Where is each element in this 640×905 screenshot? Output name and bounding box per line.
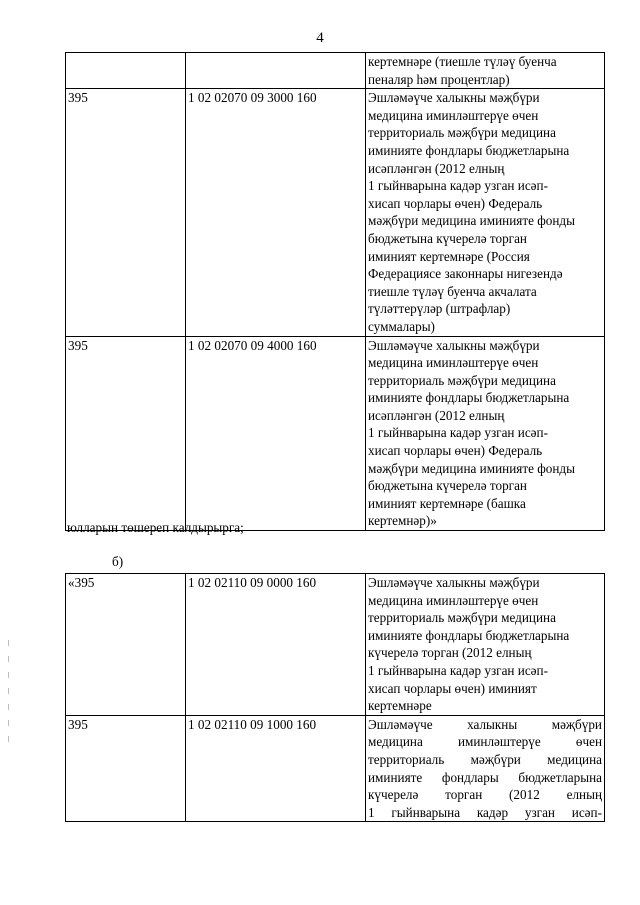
description-line: 1 гыйнварына кадәр узган исәп- bbox=[368, 425, 548, 441]
description-line: Эшләмәүче халыкны мәҗбүри bbox=[368, 716, 602, 732]
description-line: иминият кертемнәре (Россия bbox=[368, 248, 530, 264]
description-line: түләттерүләр (штрафлар) bbox=[368, 301, 511, 317]
description-line: тиешле түләү буенча акчалата bbox=[368, 283, 537, 299]
budget-codes-table-continued bbox=[65, 52, 605, 531]
description-line: пеналяр һәм процентлар) bbox=[368, 71, 510, 87]
kbk-code-cell: 1 02 02110 09 0000 160 bbox=[186, 574, 366, 716]
description-line: бюджетына күчерелә торган bbox=[368, 230, 527, 246]
description-line: иминияте фондлары бюджетларына bbox=[368, 627, 570, 643]
instruction-text: юлларын төшереп калдырырга; bbox=[67, 520, 244, 535]
description-line: медицина иминләштерүе өчен bbox=[368, 734, 602, 750]
description-line: бюджетына күчерелә торган bbox=[368, 478, 527, 494]
description-line: 1 гыйнварына кадәр узган исәп- bbox=[368, 662, 548, 678]
description-cell bbox=[366, 89, 605, 336]
description-line: 1 гыйнварына кадәр узган исәп- bbox=[368, 804, 602, 820]
description-cell bbox=[366, 574, 605, 716]
description-cell bbox=[366, 336, 605, 531]
budget-codes-table-new bbox=[65, 573, 605, 822]
section-label: б) bbox=[112, 554, 124, 569]
admin-code-cell bbox=[66, 53, 186, 89]
description-line: мәҗбүри медицина иминияте фонды bbox=[368, 213, 575, 229]
description-line: иминияте фондлары бюджетларына bbox=[368, 769, 602, 785]
description-line: Федерациясе законнары нигезендә bbox=[368, 266, 563, 282]
description-line: күчерелә торган (2012 елның bbox=[368, 645, 532, 661]
description-line: кертемнәре (тиешле түләү буенча bbox=[368, 54, 557, 69]
table-row bbox=[66, 53, 605, 89]
description-line: иминият кертемнәре (башка bbox=[368, 495, 526, 511]
description-line: Эшләмәүче халыкны мәҗбүри bbox=[368, 90, 540, 106]
description-line: кертемнәр)» bbox=[368, 513, 437, 529]
description-line: хисап чорлары өчен) Федераль bbox=[368, 443, 543, 459]
description-line: хисап чорлары өчен) иминият bbox=[368, 680, 537, 696]
kbk-code-cell: 1 02 02070 09 3000 160 bbox=[186, 89, 366, 336]
description-line: медицина иминләштерүе өчен bbox=[368, 107, 539, 123]
description-line: суммалары) bbox=[368, 318, 435, 334]
table-row bbox=[66, 336, 605, 531]
scan-margin-marks bbox=[8, 640, 10, 760]
description-line: территориаль мәҗбүри медицина bbox=[368, 372, 556, 388]
description-line: Эшләмәүче халыкны мәҗбүри bbox=[368, 575, 540, 590]
description-line: территориаль мәҗбүри медицина bbox=[368, 125, 556, 141]
description-line: медицина иминләштерүе өчен bbox=[368, 355, 539, 371]
kbk-code-cell bbox=[186, 53, 366, 89]
description-line: иминияте фондлары бюджетларына bbox=[368, 142, 570, 158]
description-line: мәҗбүри медицина иминияте фонды bbox=[368, 460, 575, 476]
table-row bbox=[66, 715, 605, 822]
page-number: 4 bbox=[316, 30, 324, 46]
table-row bbox=[66, 89, 605, 336]
description-line: кертемнәре bbox=[368, 698, 432, 714]
kbk-code-cell: 1 02 02110 09 1000 160 bbox=[186, 715, 366, 822]
admin-code-cell: 395 bbox=[66, 336, 186, 531]
admin-code-cell: 395 bbox=[66, 715, 186, 822]
description-line: күчерелә торган (2012 елның bbox=[368, 787, 602, 803]
description-cell bbox=[366, 715, 605, 822]
description-line: территориаль мәҗбүри медицина bbox=[368, 751, 602, 767]
description-line: хисап чорлары өчен) Федераль bbox=[368, 195, 543, 211]
description-line: 1 гыйнварына кадәр узган исәп- bbox=[368, 178, 548, 194]
description-line: территориаль мәҗбүри медицина bbox=[368, 610, 556, 626]
description-line: иминияте фондлары бюджетларына bbox=[368, 390, 570, 406]
admin-code-cell: 395 bbox=[66, 89, 186, 336]
description-line: Эшләмәүче халыкны мәҗбүри bbox=[368, 337, 540, 353]
description-cell bbox=[366, 53, 605, 89]
kbk-code-cell: 1 02 02070 09 4000 160 bbox=[186, 336, 366, 531]
table-row bbox=[66, 574, 605, 716]
description-line: медицина иминләштерүе өчен bbox=[368, 592, 539, 608]
description-line: исәпләнгән (2012 елның bbox=[368, 407, 505, 423]
admin-code-cell: «395 bbox=[66, 574, 186, 716]
description-line: исәпләнгән (2012 елның bbox=[368, 160, 505, 176]
